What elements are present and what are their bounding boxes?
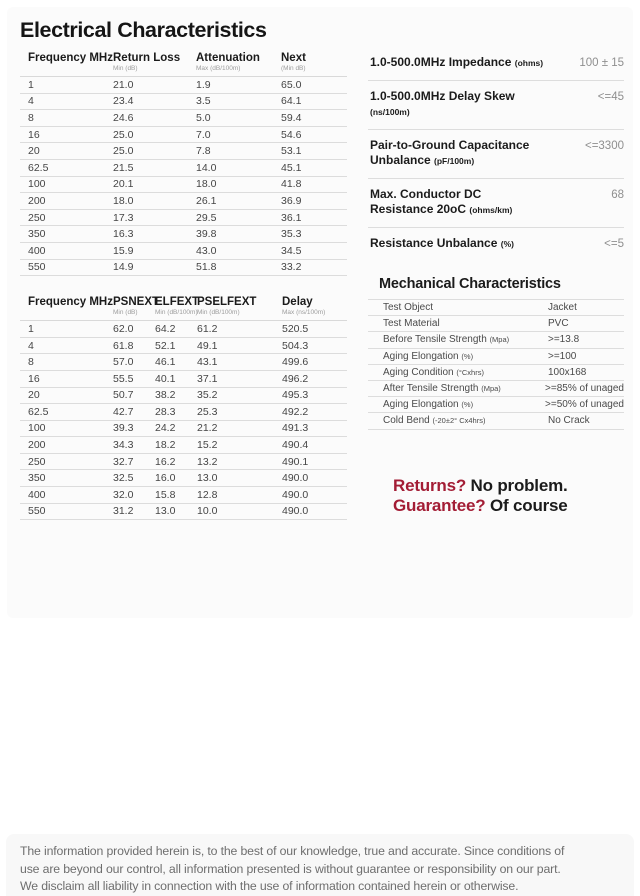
spec-value: <=3300: [584, 139, 624, 152]
table-row: [20, 354, 347, 371]
table-cell: 62.0: [113, 322, 134, 335]
mechanical-label: Before Tensile Strength (Mpa): [383, 334, 510, 346]
table-row: [20, 321, 347, 338]
table-cell: 62.5: [28, 405, 49, 418]
table-cell: 29.5: [196, 211, 217, 224]
table-cell: 18.2: [155, 439, 176, 452]
table-cell: 46.1: [155, 356, 176, 369]
mechanical-row: [368, 349, 624, 365]
mechanical-unit: (°Cxhrs): [456, 367, 484, 377]
table-cell: 520.5: [282, 322, 309, 335]
page-title: Electrical Characteristics: [20, 18, 267, 42]
mechanical-label: Aging Elongation (%): [383, 350, 474, 362]
marketing-line-returns: [393, 476, 624, 497]
column-header: [28, 52, 113, 72]
table-cell: 25.0: [113, 128, 134, 141]
table-cell: 250: [28, 211, 46, 224]
table-cell: 200: [28, 194, 46, 207]
table-cell: 59.4: [281, 111, 302, 124]
table-cell: 35.2: [197, 389, 218, 402]
spec-sheet-card: [7, 7, 633, 618]
spec-row: [368, 130, 624, 179]
table-cell: 17.3: [113, 211, 134, 224]
table-cell: 550: [28, 505, 46, 518]
column-header-label: Attenuation: [196, 52, 260, 64]
table-cell: 200: [28, 439, 46, 452]
mechanical-title: Mechanical Characteristics: [379, 276, 561, 292]
table-cell: 490.4: [282, 439, 309, 452]
column-header: [155, 296, 200, 317]
table-cell: 64.2: [155, 322, 176, 335]
table-cell: 1: [28, 322, 34, 335]
table-row: [20, 110, 347, 127]
right-column: [368, 47, 624, 517]
table-cell: 499.6: [282, 356, 309, 369]
mechanical-value: 100x168: [548, 366, 587, 378]
column-header-label: Return Loss: [113, 52, 181, 64]
column-header-unit: Min (dB): [113, 309, 138, 317]
column-header: [282, 296, 347, 316]
table-row: [20, 338, 347, 355]
table-row: [20, 404, 347, 421]
spec-unit: (ns/100m): [370, 107, 410, 117]
table-cell: 39.3: [113, 422, 134, 435]
table-cell: 43.0: [196, 244, 217, 257]
returns-answer: No problem.: [466, 475, 568, 495]
table-cell: 15.8: [155, 488, 176, 501]
mechanical-label: Aging Condition (°Cxhrs): [383, 366, 484, 378]
table-row: [20, 243, 347, 260]
table-cell: 49.1: [197, 339, 218, 352]
table-cell: 64.1: [281, 95, 302, 108]
table-cell: 34.3: [113, 439, 134, 452]
marketing-line-guarantee: [393, 496, 624, 517]
table-body: [20, 77, 347, 276]
table-cell: 490.0: [282, 488, 309, 501]
table-cell: 16: [28, 128, 40, 141]
spec-value: 68: [611, 188, 624, 201]
table-cell: 7.8: [196, 145, 211, 158]
table-cell: 504.3: [282, 339, 309, 352]
table-cell: 496.2: [282, 372, 309, 385]
table-cell: 492.2: [282, 405, 309, 418]
table-cell: 62.5: [28, 161, 49, 174]
spec-unit: (ohms): [514, 58, 544, 68]
table-cell: 100: [28, 422, 46, 435]
mechanical-label: After Tensile Strength (Mpa): [383, 383, 501, 395]
table-cell: 40.1: [155, 372, 176, 385]
table-row: [20, 127, 347, 144]
column-header-unit: Max (dB/100m): [196, 65, 241, 72]
table-row: [20, 94, 347, 111]
table-cell: 5.0: [196, 111, 211, 124]
table-cell: 16.3: [113, 228, 134, 241]
spec-row: [368, 47, 624, 81]
table-cell: 57.0: [113, 356, 134, 369]
spec-unit: (ohms/km): [469, 205, 513, 215]
table-cell: 55.5: [113, 372, 134, 385]
table-cell: 36.9: [281, 194, 302, 207]
mechanical-row: [368, 381, 624, 397]
table-cell: 51.8: [196, 261, 217, 274]
table-cell: 21.0: [113, 78, 134, 91]
table-cell: 61.8: [113, 339, 134, 352]
table-cell: 52.1: [155, 339, 176, 352]
table-cell: 42.7: [113, 405, 134, 418]
table-cell: 25.0: [113, 145, 134, 158]
table-cell: 7.0: [196, 128, 211, 141]
spec-row: [368, 228, 624, 261]
table-cell: 50.7: [113, 389, 134, 402]
column-header-label: PSNEXT: [113, 296, 160, 309]
column-header-label: Next: [281, 52, 306, 64]
column-header: [28, 296, 113, 316]
table-row: [20, 160, 347, 177]
mechanical-label: Test Object: [383, 302, 434, 314]
table-cell: 13.2: [197, 455, 218, 468]
spec-label: Resistance Unbalance (%): [370, 235, 514, 250]
guarantee-question: Guarantee?: [393, 496, 486, 515]
spec-value: 100 ± 15: [579, 57, 624, 69]
table-cell: 45.1: [281, 161, 302, 174]
table-cell: 20: [28, 389, 40, 402]
table-cell: 550: [28, 261, 46, 274]
returns-question: Returns?: [393, 475, 467, 495]
spec-value: <=5: [604, 237, 624, 250]
table-cell: 16: [28, 372, 40, 385]
table-cell: 13.0: [197, 472, 218, 485]
column-header-unit: Max (ns/100m): [282, 309, 326, 317]
table-row: [20, 504, 347, 521]
column-header: [113, 296, 160, 317]
table-row: [20, 487, 347, 504]
table-cell: 35.3: [281, 228, 302, 241]
mechanical-unit: (%): [461, 400, 474, 410]
table-row: [20, 470, 347, 487]
table-cell: 20: [28, 145, 40, 158]
spec-value: <=45: [597, 90, 624, 103]
table-row: [20, 77, 347, 94]
table-row: [20, 177, 347, 194]
table-cell: 4: [28, 95, 34, 108]
table-cell: 21.2: [197, 422, 218, 435]
table-cell: 490.0: [282, 472, 309, 485]
table-cell: 3.5: [196, 95, 211, 108]
column-header: [281, 52, 347, 72]
mechanical-value: >=13.8: [548, 334, 580, 346]
table-cell: 490.1: [282, 455, 309, 468]
table-row: [20, 454, 347, 471]
spec-label: 1.0-500.0MHz Delay Skew (ns/100m): [370, 88, 515, 117]
column-header-label: ELFEXT: [155, 296, 200, 309]
table-cell: 18.0: [113, 194, 134, 207]
table-cell: 8: [28, 356, 34, 369]
table-cell: 25.3: [197, 405, 218, 418]
table-cell: 100: [28, 178, 46, 191]
electrical-table-1: [20, 52, 347, 276]
spec-label: Pair-to-Ground Capacitance Unbalance (pF/100m): [370, 137, 530, 167]
mechanical-value: >=100: [548, 350, 577, 362]
mechanical-unit: (%): [461, 351, 474, 361]
table-cell: 33.2: [281, 261, 302, 274]
table-cell: 24.6: [113, 111, 134, 124]
table-cell: 8: [28, 111, 34, 124]
mechanical-value: No Crack: [548, 415, 590, 427]
column-header-unit: Min (dB/100m): [155, 309, 198, 317]
table-row: [20, 437, 347, 454]
table-cell: 490.0: [282, 505, 309, 518]
disclaimer-line: We disclaim all liability in connection with the use of information contained herein or otherwise.: [20, 879, 519, 893]
mechanical-label: Test Material: [383, 318, 440, 330]
column-header-unit: Min (dB/100m): [197, 309, 240, 317]
mechanical-value: Jacket: [548, 302, 577, 314]
mechanical-value: >=85% of unaged: [545, 383, 624, 395]
table-row: [20, 260, 347, 277]
table-cell: 491.3: [282, 422, 309, 435]
table-cell: 32.5: [113, 472, 134, 485]
mechanical-value: PVC: [548, 318, 569, 330]
table-header-row: [20, 296, 347, 321]
table-cell: 13.0: [155, 505, 176, 518]
table-cell: 1: [28, 78, 34, 91]
mechanical-label: Cold Bend (-20±2° Cx4hrs): [383, 415, 486, 427]
table-row: [20, 143, 347, 160]
column-header-unit: Min (dB): [113, 65, 138, 72]
table-cell: 4: [28, 339, 34, 352]
table-cell: 21.5: [113, 161, 134, 174]
mechanical-label: Aging Elongation (%): [383, 399, 474, 411]
column-header-label: Frequency MHz: [28, 296, 113, 309]
table-cell: 32.7: [113, 455, 134, 468]
column-header-label: PSELFEXT: [197, 296, 257, 309]
table-cell: 61.2: [197, 322, 218, 335]
table-cell: 18.0: [196, 178, 217, 191]
spec-unit: (%): [500, 238, 514, 249]
table-cell: 10.0: [197, 505, 218, 518]
disclaimer-footer: [6, 834, 634, 896]
table-cell: 38.2: [155, 389, 176, 402]
disclaimer-line: use are beyond our control, all information presented is without guarantee or responsibility on our part.: [20, 861, 561, 876]
mechanical-unit: (Mpa): [489, 335, 510, 345]
table-cell: 31.2: [113, 505, 134, 518]
table-cell: 20.1: [113, 178, 134, 191]
table-cell: 14.9: [113, 261, 134, 274]
spec-label: 1.0-500.0MHz Impedance (ohms): [370, 55, 544, 69]
table-cell: 14.0: [196, 161, 217, 174]
column-header: [197, 296, 282, 316]
table-cell: 32.0: [113, 488, 134, 501]
table-row: [20, 210, 347, 227]
guarantee-answer: Of course: [485, 496, 568, 515]
mechanical-row: [368, 332, 624, 348]
table-cell: 15.9: [113, 244, 134, 257]
table-cell: 43.1: [197, 356, 218, 369]
impedance-spec-list: [368, 47, 624, 260]
spec-label: Max. Conductor DC Resistance 20oC (ohms/km): [370, 186, 513, 216]
marketing-tagline: [393, 476, 624, 517]
table-cell: 495.3: [282, 389, 309, 402]
mechanical-value: >=50% of unaged: [545, 399, 624, 411]
table-cell: 65.0: [281, 78, 302, 91]
disclaimer-line: The information provided herein is, to the best of our knowledge, true and accurate. Since conditions of: [20, 844, 565, 858]
table-cell: 23.4: [113, 95, 134, 108]
table-cell: 400: [28, 244, 46, 257]
column-header: [113, 52, 196, 72]
table-cell: 16.0: [155, 472, 176, 485]
mechanical-row: [368, 300, 624, 316]
electrical-table-2: [20, 296, 347, 520]
table-cell: 28.3: [155, 405, 176, 418]
table-row: [20, 388, 347, 405]
spec-unit: (pF/100m): [434, 156, 475, 166]
mechanical-unit: (-20±2° Cx4hrs): [432, 416, 486, 426]
table-cell: 250: [28, 455, 46, 468]
table-row: [20, 226, 347, 243]
spec-row: [368, 81, 624, 130]
column-header-label: Frequency MHz: [28, 52, 113, 64]
table-cell: 34.5: [281, 244, 302, 257]
mechanical-row: [368, 397, 624, 413]
table-header-row: [20, 52, 347, 77]
table-cell: 36.1: [281, 211, 302, 224]
table-row: [20, 193, 347, 210]
mechanical-table: [368, 299, 624, 430]
table-cell: 39.8: [196, 228, 217, 241]
table-cell: 53.1: [281, 145, 302, 158]
table-cell: 400: [28, 488, 46, 501]
table-cell: 1.9: [196, 78, 211, 91]
table-cell: 12.8: [197, 488, 218, 501]
electrical-tables: [20, 52, 347, 520]
column-header-label: Delay: [282, 296, 313, 309]
column-header: [196, 52, 281, 72]
table-cell: 350: [28, 228, 46, 241]
table-cell: 16.2: [155, 455, 176, 468]
table-cell: 54.6: [281, 128, 302, 141]
table-cell: 24.2: [155, 422, 176, 435]
mechanical-row: [368, 365, 624, 381]
table-cell: 26.1: [196, 194, 217, 207]
mechanical-row: [368, 413, 624, 429]
table-cell: 41.8: [281, 178, 302, 191]
spec-row: [368, 179, 624, 228]
mechanical-row: [368, 316, 624, 332]
table-cell: 15.2: [197, 439, 218, 452]
table-body: [20, 321, 347, 520]
table-row: [20, 371, 347, 388]
table-cell: 37.1: [197, 372, 218, 385]
column-header-unit: (Min dB): [281, 65, 306, 72]
table-row: [20, 421, 347, 438]
table-cell: 350: [28, 472, 46, 485]
mechanical-unit: (Mpa): [481, 384, 501, 394]
